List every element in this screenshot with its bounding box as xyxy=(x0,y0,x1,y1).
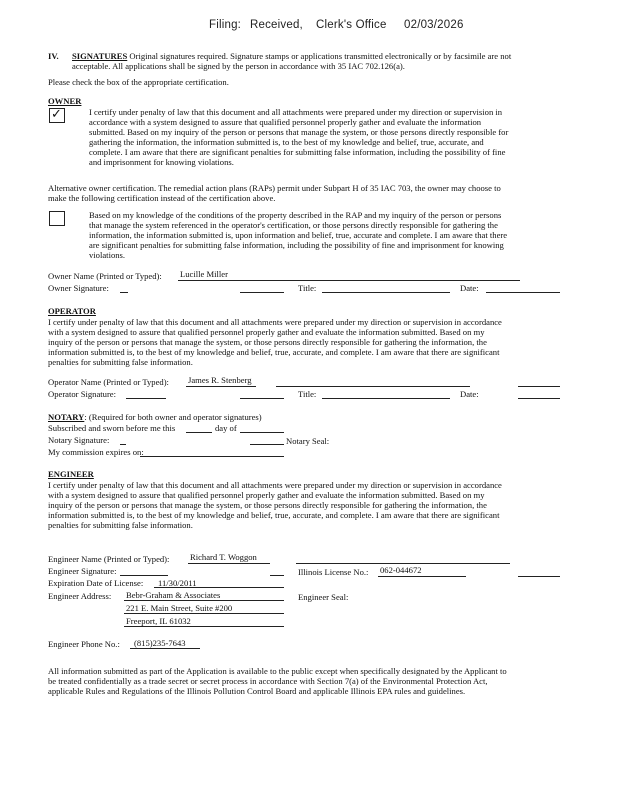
section-iv-text-b: acceptable. All applications shall be signed by the person in accordance with 35 IAC 702.126(a). xyxy=(72,61,405,71)
owner-signature-line[interactable] xyxy=(120,292,128,293)
engineer-expiration-label: Expiration Date of License: xyxy=(48,578,144,588)
operator-certification xyxy=(48,317,560,367)
alt-cert-line: that manage the system referenced in the operator's certification, or those persons directly responsible for gathering the xyxy=(89,220,498,230)
operator-cert-line: information submitted is, to the best of my knowledge and belief, true, accurate, and complete. I am aware that there are significant xyxy=(48,347,500,357)
operator-cert-line: inquiry of the person or persons that manage the system, or those persons directly responsible for gathering the information, the xyxy=(48,337,487,347)
engineer-address-line-3[interactable]: Freeport, IL 61032 xyxy=(126,616,191,626)
operator-name-line xyxy=(186,386,256,387)
operator-name-label: Operator Name (Printed or Typed): xyxy=(48,377,169,387)
engineer-phone-value[interactable]: (815)235-7643 xyxy=(134,638,186,648)
engineer-cert-line: I certify under penalty of law that this document and all attachments were prepared under my direction or supervision in accordance xyxy=(48,480,502,490)
received-label: Received, xyxy=(250,19,303,31)
operator-cert-line: penalties for submitting false information. xyxy=(48,357,193,367)
engineer-license-line-2 xyxy=(518,576,560,577)
footer-line: All information submitted as part of the Application is available to the public except when specifically designated by the Applicant to xyxy=(48,666,507,676)
section-number: IV. xyxy=(48,51,59,61)
engineer-address-line-2[interactable]: 221 E. Main Street, Suite #200 xyxy=(126,603,233,613)
engineer-license-label: Illinois License No.: xyxy=(298,567,369,577)
owner-cert-line: and imprisonment for knowing violations. xyxy=(89,157,234,167)
engineer-address-rule-3 xyxy=(124,626,284,627)
engineer-cert-line: information submitted is, to the best of my knowledge and belief, true, accurate, and complete. I am aware that there are significant xyxy=(48,510,500,520)
notary-month-line[interactable] xyxy=(240,432,284,433)
alt-cert-line: Based on my knowledge of the conditions of the property described in the RAP and my inquiry of the person or persons xyxy=(89,210,502,220)
engineer-signature-line[interactable] xyxy=(120,575,168,576)
alt-owner-intro-line: make the following certification instead of the certification above. xyxy=(48,193,276,203)
operator-title-label: Title: xyxy=(298,389,317,399)
alt-cert-line: are significant penalties for submitting false information, including the possibility of fine and imprisonment for knowing xyxy=(89,240,504,250)
alt-cert-line: information, the information submitted is, upon information and belief, true, accurate and complete. I am aware that there xyxy=(89,230,508,240)
operator-signature-line[interactable] xyxy=(126,398,166,399)
engineer-phone-line xyxy=(130,648,200,649)
engineer-phone-label: Engineer Phone No.: xyxy=(48,639,120,649)
engineer-name-value[interactable]: Richard T. Woggon xyxy=(190,552,257,562)
engineer-name-line-2 xyxy=(296,563,510,564)
notary-day-line[interactable] xyxy=(186,432,212,433)
notary-heading: NOTARY xyxy=(48,412,85,422)
owner-signature-line-2 xyxy=(240,292,284,293)
check-instruction: Please check the box of the appropriate certification. xyxy=(48,77,229,87)
operator-heading: OPERATOR xyxy=(48,306,96,316)
notary-signature-line[interactable] xyxy=(120,444,126,445)
alt-cert-line: violations. xyxy=(89,250,126,260)
notary-subscribed-label: Subscribed and sworn before me this xyxy=(48,423,176,433)
operator-date-line[interactable] xyxy=(518,398,560,399)
notary-day-of-label: day of xyxy=(215,423,237,433)
operator-cert-line: I certify under penalty of law that this document and all attachments were prepared under my direction or supervision in accordance xyxy=(48,317,502,327)
checkmark-icon: ✓ xyxy=(51,107,62,122)
alt-owner-intro xyxy=(48,183,560,203)
operator-title-line[interactable] xyxy=(322,398,450,399)
engineer-address-rule-1 xyxy=(124,600,284,601)
owner-cert-line: gathering the information, the information submitted is, to the best of my knowledge and belief, true, accurate, and xyxy=(89,137,484,147)
engineer-address-rule-2 xyxy=(124,613,284,614)
owner-certification xyxy=(89,107,559,167)
operator-date-label: Date: xyxy=(460,389,479,399)
notary-signature-label: Notary Signature: xyxy=(48,435,110,445)
confidentiality-notice xyxy=(48,666,560,696)
owner-heading: OWNER xyxy=(48,96,82,106)
engineer-signature-label: Engineer Signature: xyxy=(48,566,117,576)
owner-name-value[interactable]: Lucille Miller xyxy=(180,269,228,279)
engineer-expiration-line xyxy=(154,587,284,588)
owner-date-label: Date: xyxy=(460,283,479,293)
owner-date-line[interactable] xyxy=(486,292,560,293)
owner-cert-checkbox[interactable] xyxy=(49,108,65,123)
engineer-address-line-1[interactable]: Bebr-Graham & Associates xyxy=(126,590,221,600)
alt-owner-intro-line: Alternative owner certification. The remedial action plans (RAPs) permit under Subpart H of 35 IAC 703, the owner may choose to xyxy=(48,183,501,193)
owner-cert-line: I certify under penalty of law that this document and all attachments were prepared under my direction or supervision in xyxy=(89,107,503,117)
engineer-expiration-value[interactable]: 11/30/2011 xyxy=(158,578,197,588)
owner-cert-line: accordance with a system designed to assure that qualified personnel properly gather and evaluate the information xyxy=(89,117,482,127)
notary-seal-label: Notary Seal: xyxy=(286,436,330,446)
engineer-license-value[interactable]: 062-044672 xyxy=(380,565,422,575)
footer-line: be treated confidentially as a trade secret or secret process in accordance with Section 7(a) of the Environmental Protection Act, xyxy=(48,676,488,686)
operator-name-line-2 xyxy=(276,386,470,387)
notary-commission-label: My commission expires on: xyxy=(48,447,144,457)
section-iv-line1 xyxy=(72,51,511,61)
engineer-cert-line: penalties for submitting false information. xyxy=(48,520,193,530)
footer-line: applicable Rules and Regulations of the Illinois Pollution Control Board and applicable Illinois EPA rules and guidelines. xyxy=(48,686,466,696)
owner-title-line[interactable] xyxy=(322,292,450,293)
alt-owner-cert-checkbox[interactable] xyxy=(49,211,65,226)
notary-heading-note: : (Required for both owner and operator signatures) xyxy=(84,412,262,422)
engineer-signature-line-2 xyxy=(270,575,284,576)
owner-name-label: Owner Name (Printed or Typed): xyxy=(48,271,162,281)
filing-date: 02/03/2026 xyxy=(404,19,464,31)
alt-owner-certification xyxy=(89,210,559,260)
engineer-name-line xyxy=(188,563,270,564)
engineer-cert-line: inquiry of the person or persons that manage the system, or those persons directly responsible for gathering the information, the xyxy=(48,500,487,510)
engineer-seal-label: Engineer Seal: xyxy=(298,592,349,602)
notary-signature-line-2 xyxy=(250,444,284,445)
owner-name-line xyxy=(178,280,520,281)
owner-cert-line: complete. I am aware that there are significant penalties for submitting false information, including the possibility of fine xyxy=(89,147,506,157)
engineer-address-label: Engineer Address: xyxy=(48,591,112,601)
operator-signature-label: Operator Signature: xyxy=(48,389,117,399)
owner-title-label: Title: xyxy=(298,283,317,293)
engineer-cert-line: with a system designed to assure that qualified personnel properly gather and evaluate the information submitted. Based on my xyxy=(48,490,485,500)
section-title: SIGNATURES xyxy=(72,51,128,61)
owner-cert-line: submitted. Based on my inquiry of the person or persons that manage the system, or those persons directly responsible for xyxy=(89,127,509,137)
engineer-heading: ENGINEER xyxy=(48,469,94,479)
notary-heading-row xyxy=(48,412,262,422)
engineer-license-line xyxy=(378,576,466,577)
operator-name-value[interactable]: James R. Stenberg xyxy=(188,375,252,385)
operator-name-line-3 xyxy=(518,386,560,387)
filing-label: Filing: xyxy=(209,19,242,31)
owner-signature-label: Owner Signature: xyxy=(48,283,109,293)
clerks-office-label: Clerk's Office xyxy=(316,19,387,31)
engineer-certification xyxy=(48,480,560,530)
operator-cert-line: with a system designed to assure that qualified personnel properly gather and evaluate the information submitted. Based on my xyxy=(48,327,485,337)
notary-commission-line[interactable] xyxy=(140,456,284,457)
engineer-name-label: Engineer Name (Printed or Typed): xyxy=(48,554,170,564)
operator-signature-line-2 xyxy=(240,398,284,399)
section-iv-text-a: Original signatures required. Signature stamps or applications transmitted electronically or by facsimile are not xyxy=(129,51,512,61)
